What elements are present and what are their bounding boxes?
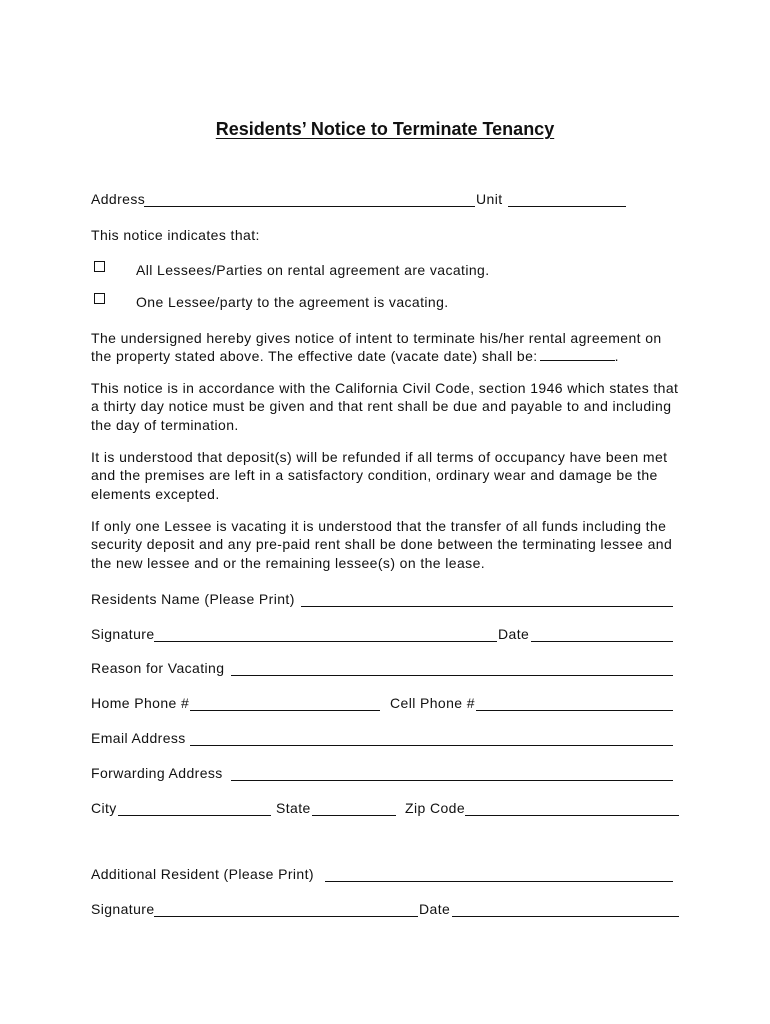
intent-text: The undersigned hereby gives notice of intent to terminate his/her rental agreement on the property stated above. The effective date (vacate date) shall be: [91,330,662,365]
additional-resident-field[interactable] [325,881,673,882]
date2-field[interactable] [452,916,679,917]
all-lessees-label: All Lessees/Parties on rental agreement are vacating. [136,262,490,278]
reason-label: Reason for Vacating [91,660,225,676]
state-label: State [276,800,311,816]
forwarding-label: Forwarding Address [91,765,223,781]
unit-field[interactable] [508,206,626,207]
state-field[interactable] [312,815,396,816]
signature-field[interactable] [154,641,497,642]
document-title: Residents’ Notice to Terminate Tenancy [215,119,555,139]
deposit-paragraph: It is understood that deposit(s) will be refunded if all terms of occupancy have been met and the premises are left in a satisfactory condition, ordinary wear and damage be the elements excepted. [91,449,668,502]
signature2-label: Signature [91,901,155,917]
vacate-date-field[interactable] [540,348,615,361]
residents-name-field[interactable] [301,606,673,607]
signature-label: Signature [91,626,155,642]
all-lessees-checkbox[interactable] [94,261,105,272]
date2-label: Date [419,901,451,917]
home-phone-label: Home Phone # [91,695,190,711]
address-field[interactable] [144,206,475,207]
date-label: Date [498,626,530,642]
forwarding-field[interactable] [231,780,673,781]
one-lessee-label: One Lessee/party to the agreement is vacating. [136,294,449,310]
signature2-field[interactable] [154,916,418,917]
indicates-text: This notice indicates that: [91,227,260,243]
transfer-paragraph: If only one Lessee is vacating it is understood that the transfer of all funds including the security deposit and any pre-paid rent shall be done between the terminating lessee and the new lessee and or the remaining lessee(s) on the lease. [91,518,673,571]
unit-label: Unit [476,191,503,207]
additional-resident-label: Additional Resident (Please Print) [91,866,314,882]
zip-label: Zip Code [405,800,466,816]
intent-paragraph [91,329,681,366]
one-lessee-checkbox[interactable] [94,293,105,304]
email-field[interactable] [190,745,673,746]
address-label: Address [91,191,146,207]
city-label: City [91,800,117,816]
cell-phone-label: Cell Phone # [390,695,475,711]
reason-field[interactable] [231,675,673,676]
intent-period: . [614,348,619,365]
zip-field[interactable] [465,815,679,816]
date-field[interactable] [531,641,673,642]
civil-code-paragraph: This notice is in accordance with the California Civil Code, section 1946 which states that a thirty day notice must be given and that rent shall be due and payable to and including the day of termination. [91,380,679,433]
city-field[interactable] [118,815,271,816]
home-phone-field[interactable] [190,710,380,711]
email-label: Email Address [91,730,186,746]
cell-phone-field[interactable] [476,710,673,711]
residents-name-label: Residents Name (Please Print) [91,591,295,607]
